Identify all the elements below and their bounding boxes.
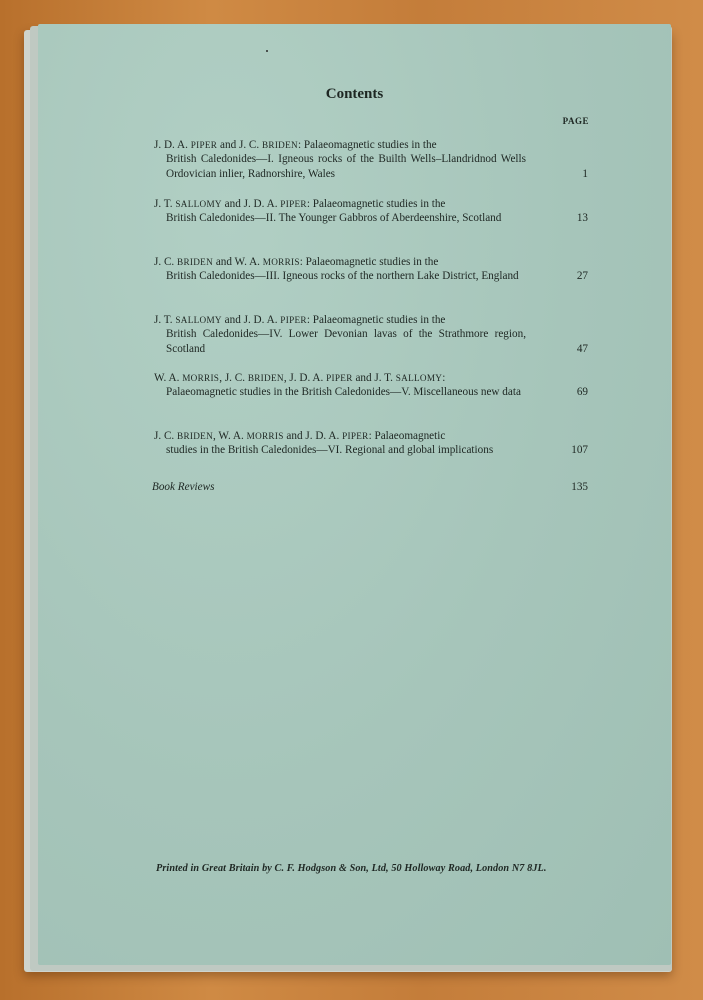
author-initials: and J. D. A. — [283, 430, 343, 442]
book-reviews-label: Book Reviews — [152, 481, 215, 493]
entry-title-rest: Palaeomagnetic studies in the British Caledonides—V. Miscellaneous new data — [166, 386, 521, 399]
contents-entry — [154, 429, 588, 458]
entry-title-rest: British Caledonides—II. The Younger Gabbros of Aberdeenshire, Scotland — [166, 212, 502, 225]
entry-authors — [154, 314, 307, 326]
entry-authors — [154, 430, 369, 442]
contents-entry-text — [154, 197, 526, 226]
contents-entry-text — [154, 371, 526, 400]
author-surname: SALLOMY — [175, 315, 222, 325]
author-initials: J. T. — [154, 314, 176, 326]
page-column-heading: PAGE — [562, 116, 589, 126]
author-surname: PIPER — [280, 199, 307, 209]
entry-title-start: : Palaeomagnetic studies in the — [297, 139, 437, 151]
author-initials: J. C. — [154, 430, 178, 442]
contents-entry-text — [154, 255, 526, 284]
author-surname: PIPER — [342, 431, 369, 441]
author-initials: W. A. — [154, 372, 183, 384]
author-initials: , W. A. — [213, 430, 247, 442]
book-reviews-entry — [152, 480, 588, 494]
author-initials: , J. D. A. — [283, 372, 327, 384]
entry-page-number: 1 — [582, 167, 588, 180]
author-initials: and J. C. — [217, 139, 262, 151]
author-surname: SALLOMY — [175, 199, 222, 209]
author-surname: BRIDEN — [177, 431, 214, 441]
entry-page-number: 27 — [576, 270, 588, 283]
contents-entry — [154, 371, 588, 400]
entry-page-number: 47 — [576, 342, 588, 355]
entry-title-start: : Palaeomagnetic studies in the — [299, 256, 439, 268]
contents-entry — [154, 197, 588, 226]
entry-page-number: 69 — [576, 386, 588, 399]
author-surname: BRIDEN — [261, 140, 298, 150]
author-surname: MORRIS — [246, 431, 284, 441]
entry-title-start: : Palaeomagnetic — [368, 430, 446, 442]
speck-mark — [266, 50, 268, 52]
author-surname: PIPER — [326, 373, 353, 383]
entry-page-number: 13 — [576, 212, 588, 225]
entry-title-start: : Palaeomagnetic studies in the — [306, 314, 446, 326]
contents-entry-text — [154, 429, 526, 458]
author-initials: and J. T. — [352, 372, 396, 384]
contents-entry-text — [154, 313, 526, 356]
author-initials: and J. D. A. — [221, 314, 281, 326]
entry-title-rest: British Caledonides—IV. Lower Devonian lavas of the Strathmore region, Scotland — [166, 328, 526, 355]
author-surname: BRIDEN — [247, 373, 284, 383]
entry-title-start: : — [442, 372, 446, 384]
entry-title-rest: studies in the British Caledonides—VI. Regional and global implications — [166, 444, 494, 457]
journal-back-cover — [38, 24, 671, 965]
author-initials: and J. D. A. — [221, 198, 281, 210]
contents-entry — [154, 313, 588, 356]
printer-imprint: Printed in Great Britain by C. F. Hodgson & Son, Ltd, 50 Holloway Road, London N7 8JL. — [156, 863, 547, 874]
author-surname: MORRIS — [182, 373, 220, 383]
entry-authors — [154, 139, 298, 151]
author-initials: and W. A. — [213, 256, 263, 268]
entry-title-start: : Palaeomagnetic studies in the — [306, 198, 446, 210]
contents-entry — [154, 255, 588, 284]
entry-title-rest: British Caledonides—I. Igneous rocks of the Builth Wells–Llandridnod Wells Ordovician inlier, Radnorshire, Wales — [166, 153, 526, 180]
entry-page-number: 107 — [571, 444, 588, 457]
entry-title-rest: British Caledonides—III. Igneous rocks of the northern Lake District, England — [166, 270, 519, 283]
contents-entry — [154, 138, 588, 181]
author-surname: SALLOMY — [395, 373, 443, 383]
author-surname: PIPER — [190, 140, 218, 150]
entry-authors — [154, 372, 442, 384]
author-initials: J. D. A. — [154, 139, 191, 151]
author-surname: MORRIS — [262, 257, 300, 267]
book-reviews-page: 135 — [571, 481, 588, 493]
entry-authors — [154, 256, 300, 268]
author-initials: , J. C. — [219, 372, 248, 384]
author-surname: BRIDEN — [177, 257, 214, 267]
author-initials: J. T. — [154, 198, 176, 210]
author-surname: PIPER — [280, 315, 307, 325]
contents-title: Contents — [325, 86, 384, 102]
entry-authors — [154, 198, 307, 210]
author-initials: J. C. — [154, 256, 178, 268]
contents-entry-text — [154, 138, 526, 181]
